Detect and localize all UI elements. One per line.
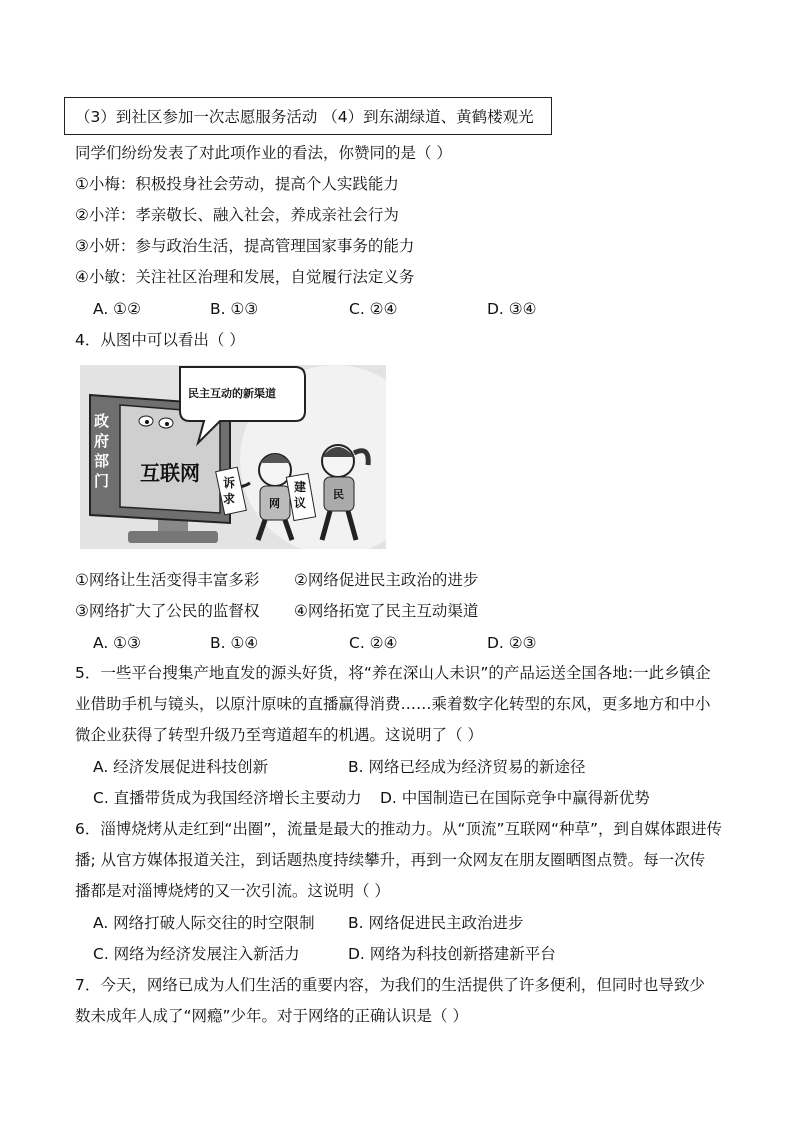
q5-option-d[interactable]: D. 中国制造已在国际竞争中赢得新优势 bbox=[380, 789, 650, 807]
q4-option-d[interactable]: D. ②③ bbox=[487, 634, 537, 652]
q6-option-a[interactable]: A. 网络打破人际交往的时空限制 bbox=[93, 914, 315, 932]
q7-line-1: 7．今天，网络已成为人们生活的重要内容，为我们的生活提供了许多便利，但同时也导致少 bbox=[75, 976, 705, 994]
q3-statement-4: ④小敏：关注社区治理和发展，自觉履行法定义务 bbox=[75, 268, 415, 286]
q5-line-2: 业借助手机与镜头，以原汁原味的直播赢得消费……乘着数字化转型的东风，更多地方和中小 bbox=[75, 695, 711, 713]
q3-option-a[interactable]: A. ①② bbox=[93, 300, 141, 318]
q6-option-b[interactable]: B. 网络促进民主政治进步 bbox=[348, 914, 524, 932]
q4-option-a[interactable]: A. ①③ bbox=[93, 634, 141, 652]
q6-option-d[interactable]: D. 网络为科技创新搭建新平台 bbox=[348, 945, 556, 963]
q4-statement-2: ②网络促进民主政治的进步 bbox=[294, 571, 479, 589]
q4-statement-4: ④网络拓宽了民主互动渠道 bbox=[294, 602, 479, 620]
q4-option-b[interactable]: B. ①④ bbox=[210, 634, 259, 652]
q3-statement-1: ①小梅：积极投身社会劳动，提高个人实践能力 bbox=[75, 175, 399, 193]
q7-line-2: 数未成年人成了“网瘾”少年。对于网络的正确认识是（ ） bbox=[75, 1007, 468, 1025]
q6-option-c[interactable]: C. 网络为经济发展注入新活力 bbox=[93, 945, 300, 963]
q4-statement-3: ③网络扩大了公民的监督权 bbox=[75, 602, 260, 620]
q5-option-c[interactable]: C. 直播带货成为我国经济增长主要动力 bbox=[93, 789, 362, 807]
paper-label-2: 建议 bbox=[294, 480, 307, 510]
q5-line-1: 5．一些平台搜集产地直发的源头好货，将“养在深山人未识”的产品运送全国各地:一此乡镇企 bbox=[75, 664, 711, 682]
q4-stem: 4．从图中可以看出（ ） bbox=[75, 331, 245, 349]
q3-statement-3: ③小妍：参与政治生活，提高管理国家事务的能力 bbox=[75, 237, 415, 255]
speech-bubble-text: 民主互动的新渠道 bbox=[188, 387, 276, 400]
q3-option-b[interactable]: B. ①③ bbox=[210, 300, 259, 318]
girl-shirt-label: 民 bbox=[333, 488, 344, 501]
q3-statement-2: ②小洋：孝亲敬长、融入社会，养成亲社会行为 bbox=[75, 206, 399, 224]
q6-line-1: 6．淄博烧烤从走红到“出圈”，流量是最大的推动力。从“顶流”互联网“种草”，到自媒体跟进传 bbox=[75, 820, 723, 838]
activity-box bbox=[64, 97, 552, 135]
cartoon-figure bbox=[80, 365, 386, 549]
activity-box-text: （3）到社区参加一次志愿服务活动 （4）到东湖绿道、黄鹤楼观光 bbox=[75, 108, 534, 126]
q6-line-2: 播; 从官方媒体报道关注，到话题热度持续攀升，再到一众网友在朋友圈晒图点赞。每一次传 bbox=[75, 851, 706, 869]
paper-label-1: 诉求 bbox=[223, 476, 236, 506]
q5-option-b[interactable]: B. 网络已经成为经济贸易的新途径 bbox=[348, 758, 586, 776]
boy-shirt-label: 网 bbox=[269, 497, 280, 510]
q5-line-3: 微企业获得了转型升级乃至弯道超车的机遇。这说明了（ ） bbox=[75, 726, 483, 744]
q3-option-d[interactable]: D. ③④ bbox=[487, 300, 537, 318]
q4-statement-1: ①网络让生活变得丰富多彩 bbox=[75, 571, 260, 589]
monitor-side-label: 政府部门 bbox=[94, 412, 110, 490]
q3-stem: 同学们纷纷发表了对此项作业的看法，你赞同的是（ ） bbox=[75, 144, 452, 162]
q5-option-a[interactable]: A. 经济发展促进科技创新 bbox=[93, 758, 269, 776]
screen-label: 互联网 bbox=[140, 461, 200, 485]
q4-option-c[interactable]: C. ②④ bbox=[349, 634, 398, 652]
q6-line-3: 播都是对淄博烧烤的又一次引流。这说明（ ） bbox=[75, 882, 390, 900]
q3-option-c[interactable]: C. ②④ bbox=[349, 300, 398, 318]
